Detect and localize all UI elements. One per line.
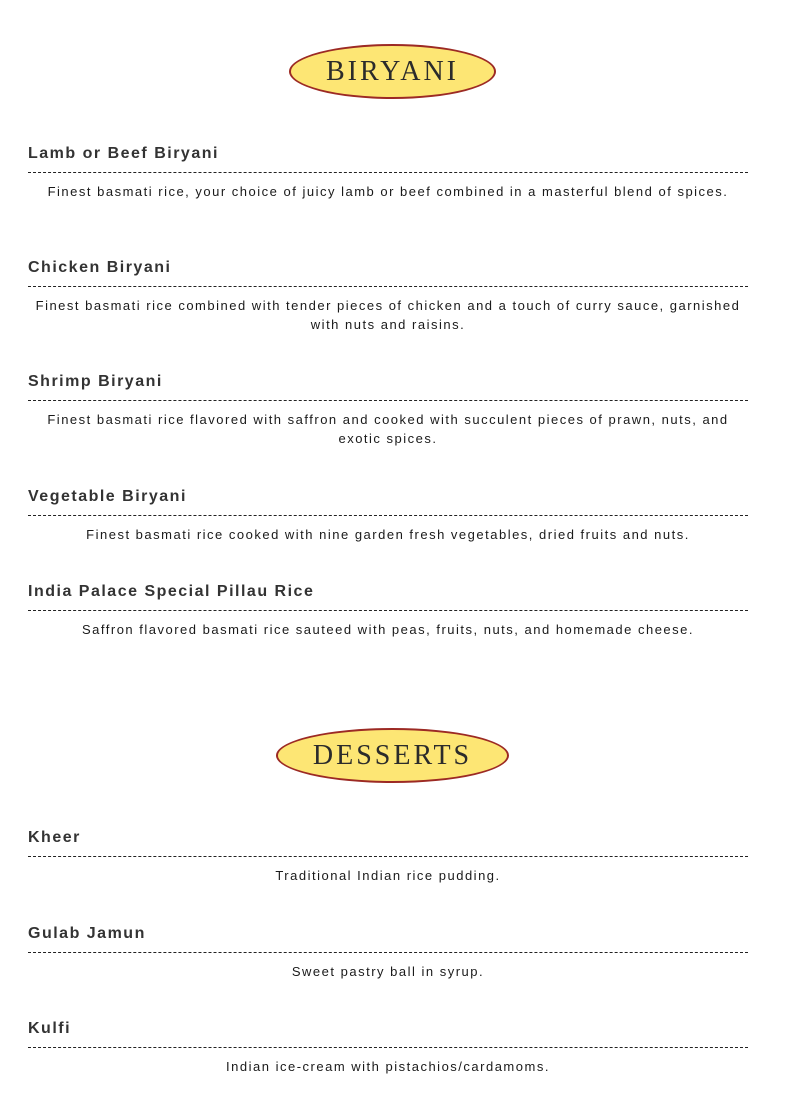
dashed-divider: [28, 952, 748, 953]
biryani-section-title: BIRYANI: [289, 44, 496, 99]
menu-item-description: Indian ice-cream with pistachios/cardamoms.: [226, 1059, 550, 1074]
menu-item-description: Finest basmati rice cooked with nine garden fresh vegetables, dried fruits and nuts.: [86, 527, 690, 542]
biryani-section: [0, 44, 785, 99]
menu-item-name: Kheer: [28, 829, 81, 846]
menu-item-special-pillau-rice: [28, 582, 748, 640]
menu-item-name: Chicken Biryani: [28, 259, 172, 276]
desserts-section: [0, 728, 785, 783]
menu-item-kheer: [28, 828, 748, 886]
menu-item-name: Gulab Jamun: [28, 925, 146, 942]
menu-item-name: Kulfi: [28, 1020, 72, 1037]
dashed-divider: [28, 856, 748, 857]
dashed-divider: [28, 1047, 748, 1048]
menu-item-lamb-beef-biryani: [28, 144, 748, 202]
menu-item-description: Sweet pastry ball in syrup.: [291, 964, 485, 979]
dashed-divider: [28, 286, 748, 287]
menu-item-description: Saffron flavored basmati rice sauteed with peas, fruits, nuts, and homemade cheese.: [81, 622, 695, 637]
dashed-divider: [28, 610, 748, 611]
desserts-section-title: DESSERTS: [276, 728, 509, 783]
menu-item-name: Lamb or Beef Biryani: [28, 145, 219, 162]
menu-item-chicken-biryani: [28, 258, 748, 334]
menu-item-name: Shrimp Biryani: [28, 373, 163, 390]
menu-item-name: Vegetable Biryani: [28, 488, 187, 505]
dashed-divider: [28, 515, 748, 516]
menu-item-shrimp-biryani: [28, 372, 748, 448]
menu-item-description: Finest basmati rice combined with tender pieces of chicken and a touch of curry sauce, garnished with nuts and raisins.: [35, 298, 741, 332]
menu-item-kulfi: [28, 1019, 748, 1077]
menu-item-vegetable-biryani: [28, 487, 748, 545]
dashed-divider: [28, 400, 748, 401]
menu-item-gulab-jamun: [28, 924, 748, 982]
menu-item-description: Finest basmati rice flavored with saffron and cooked with succulent pieces of prawn, nuts, and exotic spices.: [47, 412, 729, 446]
menu-item-name: India Palace Special Pillau Rice: [28, 583, 315, 600]
menu-item-description: Traditional Indian rice pudding.: [275, 868, 501, 883]
menu-item-description: Finest basmati rice, your choice of juicy lamb or beef combined in a masterful blend of spices.: [47, 184, 729, 199]
dashed-divider: [28, 172, 748, 173]
